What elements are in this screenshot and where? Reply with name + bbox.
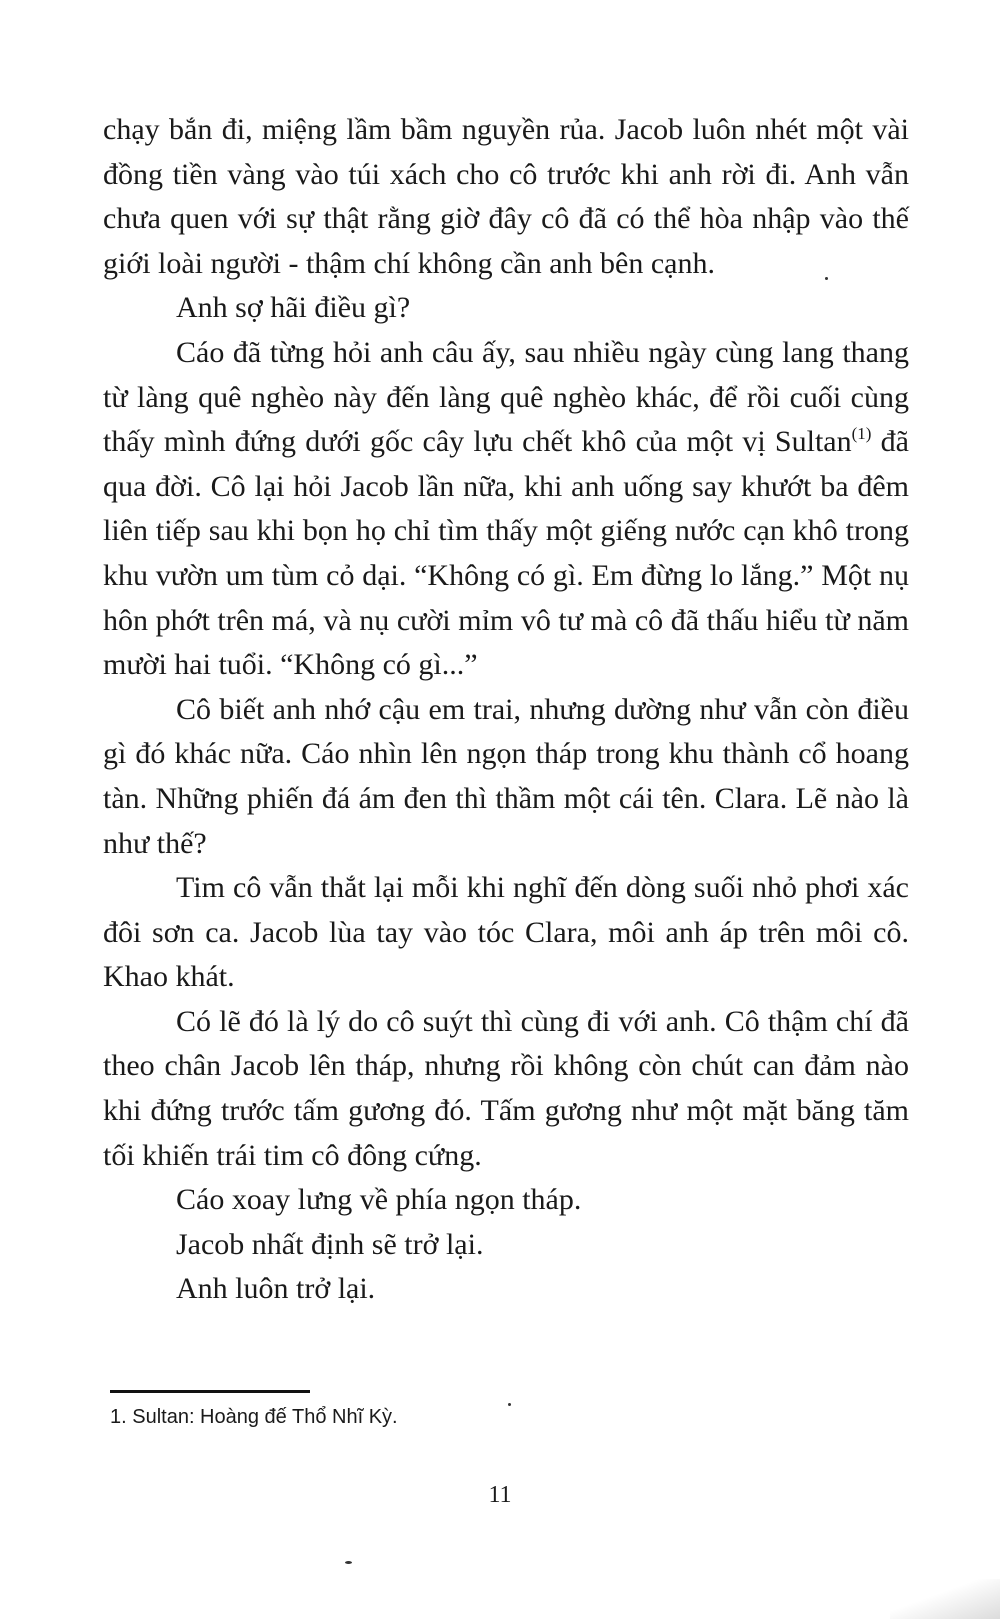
- page-number: 11: [488, 1482, 512, 1508]
- paragraph-6: Có lẽ đó là lý do cô suýt thì cùng đi với anh. Cô thậm chí đã theo chân Jacob lên tháp, nhưng rồi không còn chút can đảm nào khi đứng trước tấm gương đó. Tấm gương như một mặt băng tăm tối khiến trái tim cô đông cứng.: [103, 1004, 909, 1172]
- paragraph-5: Tim cô vẫn thắt lại mỗi khi nghĩ đến dòng suối nhỏ phơi xác đôi sơn ca. Jacob lùa tay vào tóc Clara, môi anh áp trên môi cô. Khao khát.: [103, 871, 909, 994]
- body-text: [103, 108, 909, 1312]
- paragraph-9: Anh luôn trở lại.: [176, 1272, 376, 1306]
- footnote-divider: [110, 1390, 310, 1393]
- paragraph-7: Cáo xoay lưng về phía ngọn tháp.: [176, 1183, 582, 1217]
- footnote-1: 1. Sultan: Hoàng đế Thổ Nhĩ Kỳ.: [110, 1406, 398, 1428]
- paragraph-1: chạy bắn đi, miệng lầm bầm nguyền rủa. Jacob luôn nhét một vài đồng tiền vàng vào túi xách cho cô trước khi anh rời đi. Anh vẫn chưa quen với sự thật rằng giờ đây cô đã có thể hòa nhập vào thế giới loài người - thậm chí không cần anh bên cạnh.: [103, 113, 909, 280]
- scan-speck: [345, 1561, 352, 1564]
- footnote-reference-1[interactable]: (1): [851, 424, 872, 444]
- paragraph-4: Cô biết anh nhớ cậu em trai, nhưng dường như vẫn còn điều gì đó khác nữa. Cáo nhìn lên ngọn tháp trong khu thành cổ hoang tàn. Những phiến đá ám đen thì thầm một cái tên. Clara. Lẽ nào là như thế?: [103, 692, 909, 860]
- paragraph-3: [103, 331, 909, 688]
- scan-speck: [508, 1403, 511, 1406]
- paragraph-8: Jacob nhất định sẽ trở lại.: [176, 1227, 484, 1261]
- paragraph-3-text-before: Cáo đã từng hỏi anh câu ấy, sau nhiều ngày cùng lang thang từ làng quê nghèo này đến làng quê nghèo khác, để rồi cuối cùng thấy mình đứng dưới gốc cây lựu chết khô của một vị Sultan: [103, 335, 909, 459]
- scan-speck: [825, 277, 828, 280]
- paragraph-3-text-after: đã qua đời. Cô lại hỏi Jacob lần nữa, khi anh uống say khướt ba đêm liên tiếp sau khi bọn họ chỉ tìm thấy một giếng nước cạn khô trong khu vườn um tùm cỏ dại. “Không có gì. Em đừng lo lắng.” Một nụ hôn phớt trên má, và nụ cười mỉm vô tư mà cô đã thấu hiểu từ năm mười hai tuổi. “Không có gì...”: [103, 425, 909, 682]
- page-edge-shadow: [890, 1579, 1000, 1619]
- paragraph-2: Anh sợ hãi điều gì?: [176, 291, 411, 325]
